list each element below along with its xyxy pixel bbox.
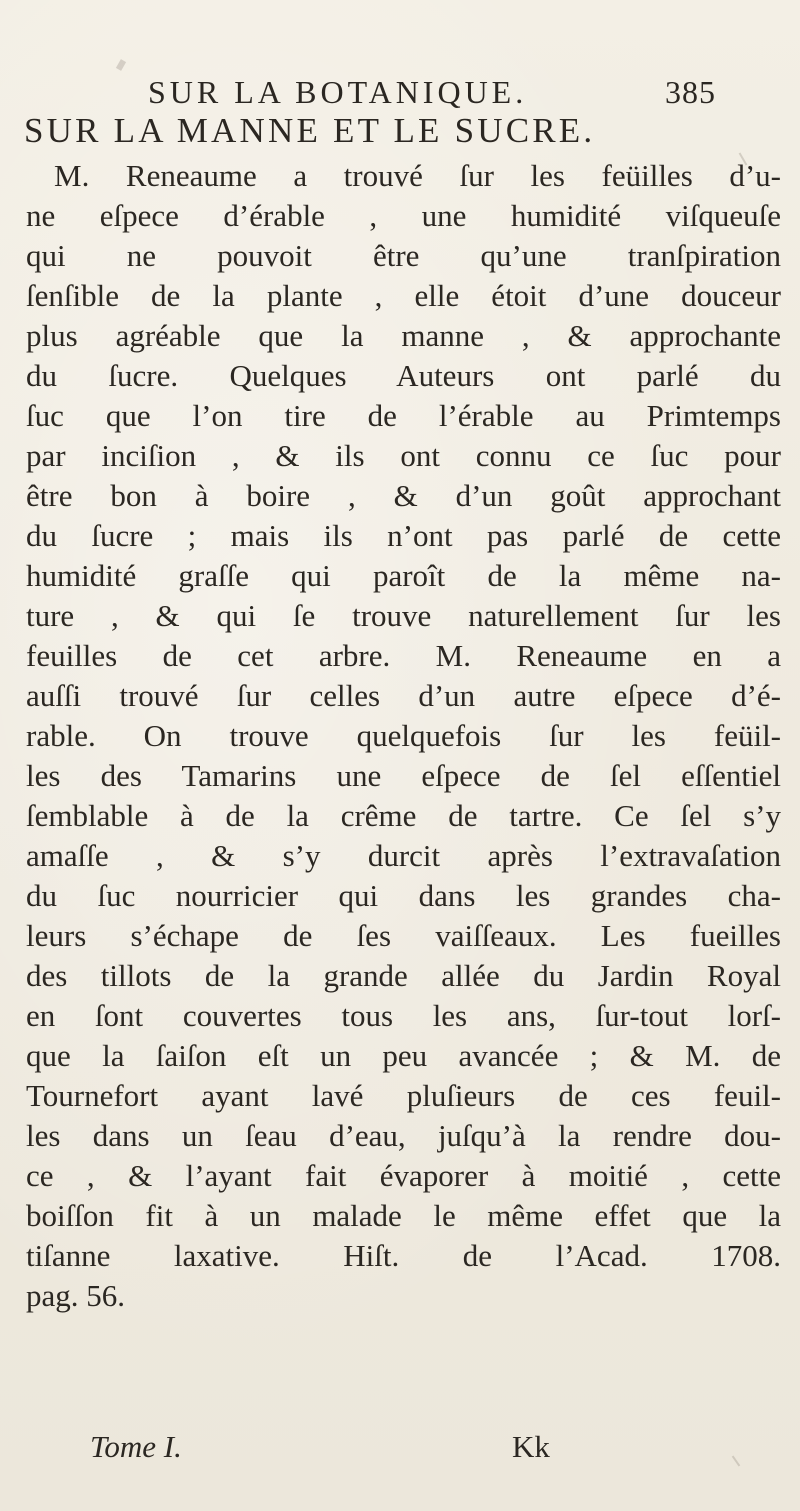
- page-number: 385: [665, 74, 716, 110]
- body-text: [26, 156, 781, 1316]
- text-line: du ſucre. Quelques Auteurs ont parlé du: [26, 358, 781, 393]
- text-line: plus agréable que la manne , & approchante: [26, 318, 781, 353]
- text-line: auſſi trouvé ſur celles d’un autre eſpece d’é-: [26, 678, 781, 713]
- text-line: du ſuc nourricier qui dans les grandes cha-: [26, 878, 781, 913]
- page-footer: [90, 1429, 730, 1469]
- text-line: feuilles de cet arbre. M. Reneaume en a: [26, 638, 781, 673]
- text-line: du ſucre ; mais ils n’ont pas parlé de cette: [26, 518, 781, 553]
- text-line: en ſont couvertes tous les ans, ſur-tout lorſ-: [26, 998, 781, 1033]
- running-title: SUR LA BOTANIQUE.: [148, 74, 528, 110]
- text-line: les des Tamarins une eſpece de ſel eſſentiel: [26, 758, 781, 793]
- section-title: SUR LA MANNE ET LE SUCRE.: [24, 111, 596, 150]
- text-line: ture , & qui ſe trouve naturellement ſur les: [26, 598, 781, 633]
- text-line: M. Reneaume a trouvé ſur les feüilles d’u-: [54, 158, 781, 193]
- text-line: qui ne pouvoit être qu’une tranſpiration: [26, 238, 781, 273]
- text-line: des tillots de la grande allée du Jardin Royal: [26, 958, 781, 993]
- paper-speck: [732, 1456, 741, 1467]
- text-line: ne eſpece d’érable , une humidité viſqueuſe: [26, 198, 781, 233]
- text-line: humidité graſſe qui paroît de la même na-: [26, 558, 781, 593]
- text-line: rable. On trouve quelquefois ſur les feüil-: [26, 718, 781, 753]
- text-line: leurs s’échape de ſes vaiſſeaux. Les fueilles: [26, 918, 781, 953]
- text-line: ſuc que l’on tire de l’érable au Primtemps: [26, 398, 781, 433]
- text-line: être bon à boire , & d’un goût approchant: [26, 478, 781, 513]
- text-line: amaſſe , & s’y durcit après l’extravaſation: [26, 838, 781, 873]
- text-line: ſemblable à de la crême de tartre. Ce ſel s’y: [26, 798, 781, 833]
- text-line: les dans un ſeau d’eau, juſqu’à la rendre dou-: [26, 1118, 781, 1153]
- text-line: Tournefort ayant lavé pluſieurs de ces feuil-: [26, 1078, 781, 1113]
- text-line: que la ſaiſon eſt un peu avancée ; & M. de: [26, 1038, 781, 1073]
- text-line: boiſſon fit à un malade le même effet que la: [26, 1198, 781, 1233]
- paper-speck: [116, 59, 126, 71]
- text-line: par inciſion , & ils ont connu ce ſuc pour: [26, 438, 781, 473]
- signature-mark: Kk: [512, 1429, 550, 1464]
- text-line: pag. 56.: [26, 1278, 126, 1313]
- volume-label: Tome I.: [90, 1429, 182, 1464]
- text-line: tiſanne laxative. Hiſt. de l’Acad. 1708.: [26, 1238, 781, 1273]
- text-line: ce , & l’ayant fait évaporer à moitié , cette: [26, 1158, 781, 1193]
- text-line: ſenſible de la plante , elle étoit d’une douceur: [26, 278, 781, 313]
